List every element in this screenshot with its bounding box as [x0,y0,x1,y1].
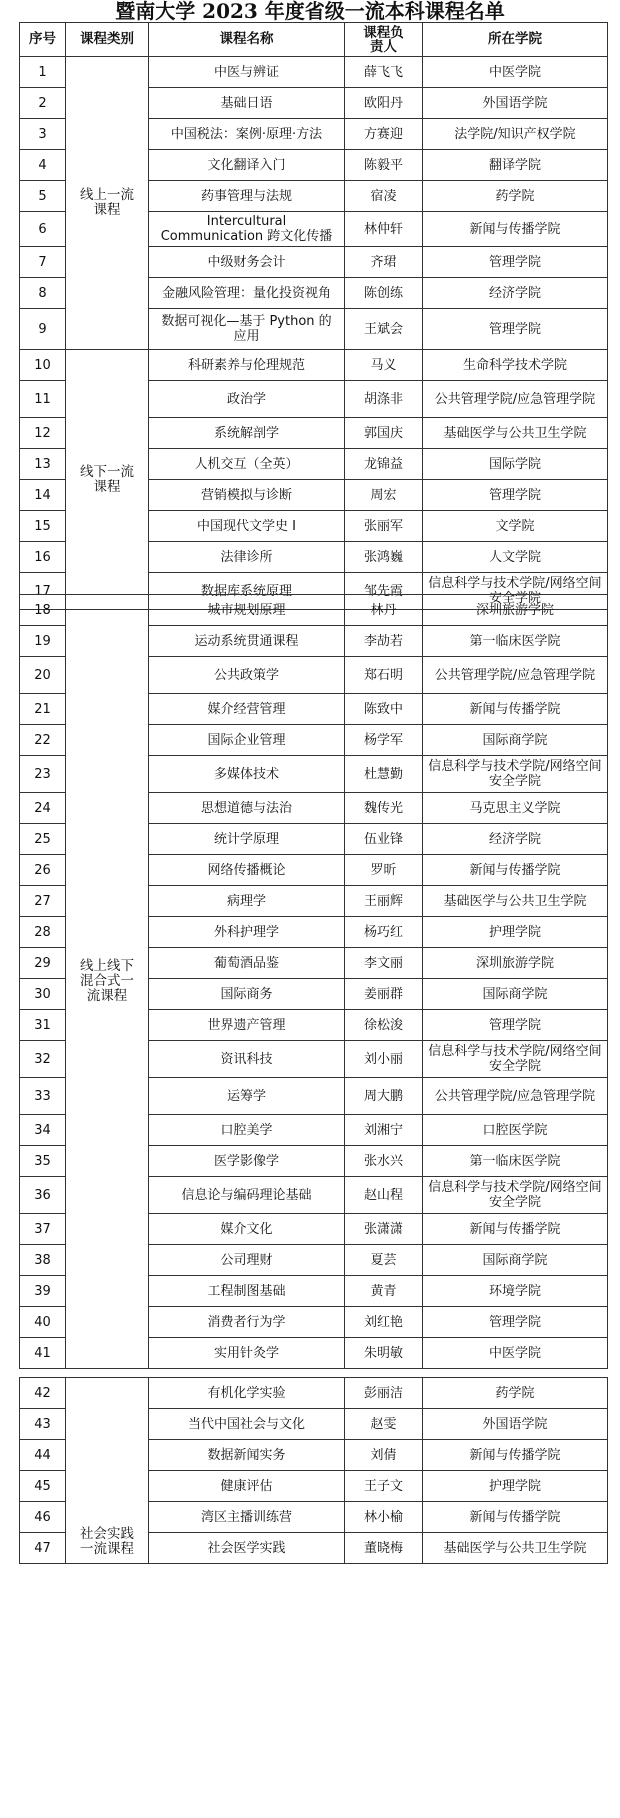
row-number: 27 [20,886,66,917]
course-leader: 赵雯 [345,1409,423,1440]
row-number: 21 [20,694,66,725]
row-number: 19 [20,626,66,657]
college-name: 管理学院 [423,1307,608,1338]
course-name: 文化翻译入门 [149,150,345,181]
college-name: 经济学院 [423,278,608,309]
course-leader: 王斌会 [345,309,423,350]
college-name: 深圳旅游学院 [423,595,608,626]
row-number: 8 [20,278,66,309]
course-name: 社会医学实践 [149,1533,345,1564]
college-name: 生命科学技术学院 [423,350,608,381]
course-leader: 齐珺 [345,247,423,278]
course-name: 实用针灸学 [149,1338,345,1369]
course-leader: 夏芸 [345,1245,423,1276]
row-number: 16 [20,542,66,573]
course-leader: 王子文 [345,1471,423,1502]
college-name: 信息科学与技术学院/网络空间安全学院 [423,573,608,610]
course-name: 工程制图基础 [149,1276,345,1307]
row-number: 43 [20,1409,66,1440]
course-leader: 龙锦益 [345,449,423,480]
course-name: 媒介经营管理 [149,694,345,725]
college-name: 国际商学院 [423,1245,608,1276]
course-category: 线下一流课程 [66,350,149,610]
course-leader: 董晓梅 [345,1533,423,1564]
course-leader: 张丽军 [345,511,423,542]
course-name: 资讯科技 [149,1041,345,1078]
course-name: 国际商务 [149,979,345,1010]
row-number: 4 [20,150,66,181]
row-number: 38 [20,1245,66,1276]
college-name: 管理学院 [423,309,608,350]
course-name: 湾区主播训练营 [149,1502,345,1533]
course-name: 当代中国社会与文化 [149,1409,345,1440]
row-number: 6 [20,212,66,247]
row-number: 31 [20,1010,66,1041]
course-name: 科研素养与伦理规范 [149,350,345,381]
college-name: 文学院 [423,511,608,542]
college-name: 护理学院 [423,917,608,948]
course-name: 有机化学实验 [149,1378,345,1409]
college-name: 新闻与传播学院 [423,1214,608,1245]
college-name: 翻译学院 [423,150,608,181]
course-name: 数据库系统原理 [149,573,345,610]
course-table-section [19,1377,608,1564]
course-leader: 张鸿巍 [345,542,423,573]
college-name: 国际商学院 [423,725,608,756]
course-leader: 刘湘宁 [345,1115,423,1146]
course-leader: 李文丽 [345,948,423,979]
college-name: 外国语学院 [423,88,608,119]
course-name: 营销模拟与诊断 [149,480,345,511]
course-name: 公司理财 [149,1245,345,1276]
course-name: 中医与辨证 [149,57,345,88]
course-leader: 陈创练 [345,278,423,309]
course-category: 社会实践一流课程 [66,1378,149,1564]
course-leader: 宿凌 [345,181,423,212]
table-row [20,57,608,88]
course-leader: 徐松浚 [345,1010,423,1041]
course-leader: 方赛迎 [345,119,423,150]
college-name: 管理学院 [423,247,608,278]
row-number: 14 [20,480,66,511]
course-name: 运筹学 [149,1078,345,1115]
course-category: 线上线下混合式一流课程 [66,595,149,1369]
course-leader: 黄青 [345,1276,423,1307]
course-leader: 刘红艳 [345,1307,423,1338]
college-name: 药学院 [423,181,608,212]
college-name: 经济学院 [423,824,608,855]
course-name: 运动系统贯通课程 [149,626,345,657]
college-name: 药学院 [423,1378,608,1409]
college-name: 信息科学与技术学院/网络空间安全学院 [423,756,608,793]
table-row [20,595,608,626]
course-name: 媒介文化 [149,1214,345,1245]
college-name: 第一临床医学院 [423,626,608,657]
college-name: 公共管理学院/应急管理学院 [423,1078,608,1115]
row-number: 32 [20,1041,66,1078]
row-number: 46 [20,1502,66,1533]
course-name: 医学影像学 [149,1146,345,1177]
course-leader: 周大鹏 [345,1078,423,1115]
college-name: 第一临床医学院 [423,1146,608,1177]
course-name: 基础日语 [149,88,345,119]
row-number: 18 [20,595,66,626]
row-number: 47 [20,1533,66,1564]
college-name: 公共管理学院/应急管理学院 [423,657,608,694]
college-name: 中医学院 [423,57,608,88]
course-name: 中国税法：案例·原理·方法 [149,119,345,150]
course-leader: 张水兴 [345,1146,423,1177]
college-name: 深圳旅游学院 [423,948,608,979]
course-name: 病理学 [149,886,345,917]
college-name: 信息科学与技术学院/网络空间安全学院 [423,1177,608,1214]
college-name: 新闻与传播学院 [423,1502,608,1533]
college-name: 新闻与传播学院 [423,694,608,725]
course-name: 外科护理学 [149,917,345,948]
course-name: 系统解剖学 [149,418,345,449]
row-number: 33 [20,1078,66,1115]
row-number: 26 [20,855,66,886]
course-leader: 郭国庆 [345,418,423,449]
course-leader: 刘小丽 [345,1041,423,1078]
row-number: 42 [20,1378,66,1409]
table-row [20,1378,608,1409]
row-number: 24 [20,793,66,824]
course-category: 线上一流课程 [66,57,149,350]
college-name: 新闻与传播学院 [423,212,608,247]
course-name: 口腔美学 [149,1115,345,1146]
course-name: 健康评估 [149,1471,345,1502]
course-leader: 郑石明 [345,657,423,694]
course-name: 网络传播概论 [149,855,345,886]
college-name: 中医学院 [423,1338,608,1369]
row-number: 23 [20,756,66,793]
row-number: 3 [20,119,66,150]
row-number: 34 [20,1115,66,1146]
row-number: 12 [20,418,66,449]
college-name: 外国语学院 [423,1409,608,1440]
row-number: 30 [20,979,66,1010]
course-leader: 林仲轩 [345,212,423,247]
college-name: 新闻与传播学院 [423,855,608,886]
course-leader: 王丽辉 [345,886,423,917]
course-leader: 张潇潇 [345,1214,423,1245]
course-name: 公共政策学 [149,657,345,694]
college-name: 基础医学与公共卫生学院 [423,886,608,917]
course-name: 人机交互（全英） [149,449,345,480]
college-name: 基础医学与公共卫生学院 [423,1533,608,1564]
row-number: 11 [20,381,66,418]
header-category: 课程类别 [66,23,149,57]
college-name: 国际商学院 [423,979,608,1010]
college-name: 护理学院 [423,1471,608,1502]
course-leader: 陈毅平 [345,150,423,181]
course-name: 葡萄酒品鉴 [149,948,345,979]
course-name: 思想道德与法治 [149,793,345,824]
course-leader: 薛飞飞 [345,57,423,88]
college-name: 环境学院 [423,1276,608,1307]
row-number: 35 [20,1146,66,1177]
course-name: 中国现代文学史 I [149,511,345,542]
row-number: 10 [20,350,66,381]
row-number: 7 [20,247,66,278]
course-leader: 伍业锋 [345,824,423,855]
header-college: 所在学院 [423,23,608,57]
course-leader: 欧阳丹 [345,88,423,119]
row-number: 13 [20,449,66,480]
course-leader: 赵山程 [345,1177,423,1214]
course-leader: 魏传光 [345,793,423,824]
course-leader: 杨学军 [345,725,423,756]
course-name: 国际企业管理 [149,725,345,756]
row-number: 28 [20,917,66,948]
row-number: 36 [20,1177,66,1214]
row-number: 45 [20,1471,66,1502]
course-name: 数据可视化—基于 Python 的应用 [149,309,345,350]
college-name: 管理学院 [423,1010,608,1041]
course-table-section [19,594,608,1369]
header-course-name: 课程名称 [149,23,345,57]
course-leader: 杨巧红 [345,917,423,948]
table-row [20,350,608,381]
page-title: 暨南大学 2023 年度省级一流本科课程名单 [115,0,505,23]
row-number: 22 [20,725,66,756]
college-name: 新闻与传播学院 [423,1440,608,1471]
row-number: 40 [20,1307,66,1338]
course-table-section [19,22,608,610]
course-name: 数据新闻实务 [149,1440,345,1471]
course-leader: 胡涤非 [345,381,423,418]
course-name: 信息论与编码理论基础 [149,1177,345,1214]
row-number: 9 [20,309,66,350]
course-name: 世界遗产管理 [149,1010,345,1041]
course-name: 中级财务会计 [149,247,345,278]
course-leader: 杜慧勤 [345,756,423,793]
row-number: 25 [20,824,66,855]
college-name: 人文学院 [423,542,608,573]
course-leader: 刘倩 [345,1440,423,1471]
course-leader: 姜丽群 [345,979,423,1010]
course-leader: 周宏 [345,480,423,511]
course-name: 政治学 [149,381,345,418]
college-name: 法学院/知识产权学院 [423,119,608,150]
course-name: 金融风险管理：量化投资视角 [149,278,345,309]
course-leader: 邹先霞 [345,573,423,610]
college-name: 国际学院 [423,449,608,480]
row-number: 20 [20,657,66,694]
course-name: Intercultural Communication 跨文化传播 [149,212,345,247]
college-name: 信息科学与技术学院/网络空间安全学院 [423,1041,608,1078]
college-name: 管理学院 [423,480,608,511]
row-number: 2 [20,88,66,119]
course-leader: 马义 [345,350,423,381]
row-number: 44 [20,1440,66,1471]
course-name: 多媒体技术 [149,756,345,793]
course-leader: 陈致中 [345,694,423,725]
course-leader: 林丹 [345,595,423,626]
course-name: 城市规划原理 [149,595,345,626]
college-name: 公共管理学院/应急管理学院 [423,381,608,418]
course-leader: 彭丽洁 [345,1378,423,1409]
row-number: 15 [20,511,66,542]
row-number: 29 [20,948,66,979]
row-number: 39 [20,1276,66,1307]
table-header-row [20,23,608,57]
course-leader: 李劼若 [345,626,423,657]
row-number: 1 [20,57,66,88]
row-number: 17 [20,573,66,610]
course-leader: 朱明敏 [345,1338,423,1369]
course-name: 法律诊所 [149,542,345,573]
course-leader: 罗昕 [345,855,423,886]
course-name: 统计学原理 [149,824,345,855]
course-name: 消费者行为学 [149,1307,345,1338]
course-name: 药事管理与法规 [149,181,345,212]
college-name: 基础医学与公共卫生学院 [423,418,608,449]
college-name: 马克思主义学院 [423,793,608,824]
course-leader: 林小榆 [345,1502,423,1533]
header-no: 序号 [20,23,66,57]
header-person: 课程负责人 [345,23,423,57]
row-number: 37 [20,1214,66,1245]
row-number: 41 [20,1338,66,1369]
college-name: 口腔医学院 [423,1115,608,1146]
row-number: 5 [20,181,66,212]
